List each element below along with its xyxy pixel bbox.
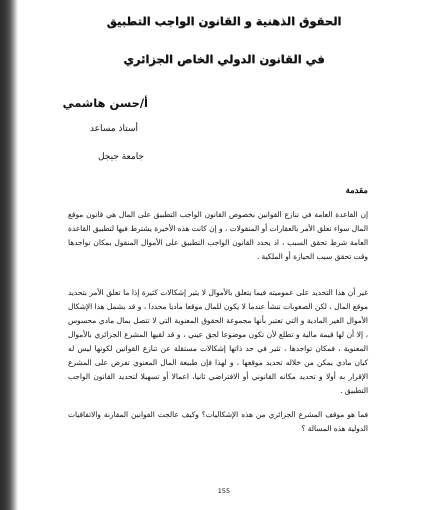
- page-shadow-edge: [0, 0, 18, 510]
- author-university: جامعة جيجل: [97, 152, 144, 162]
- author-rank: أستاذ مساعد: [89, 124, 138, 134]
- paragraph-2: غير أن هذا التحديد على عموميته فيما يتعلق بالأموال لا يثير إشكالات كثيرة إذا ما تعلق الأمر بتحديد موقع المال ، لكن الصعوبات تنشأ عندما لا يكون للمال موقعا ماديا محددا ، و قد يشمل هذا الإشكال الأموال الغير المادية و التي تعتبر بأنها مجموعة الحقوق المعنوية التي لا تتصل بمال مادي محسوس ، إلا أن لها قيمة مالية و تطلع لأن تكون موضوعا لحق عيني ، و قد لقيها المشرع الجزائري بالأموال المعنوية ، فمكان تواجدها ، تثير في حد ذاتها إشكالات مستقلة عن تنازع القوانين لكونها ليس له كيان مادي يمكن من خلاله تحديد موقعها ، و لهذا فإن طبيعة المال المعنوي تفرض على المشرع الإقرار به أولا و تحديد مكانه القانوني أو الافتراضي ثانيا، اعمالا أو تسهيلا لتحديد القانون الواجب التطبيق .: [68, 288, 368, 395]
- paragraph-1: إن القاعدة العامة في تنازع القوانين بخصوص القانون الواجب التطبيق على المال هي قانون موقع المال سواء تعلق الأمر بالعقارات أو المنقولات ، و إن كانت هذه الأخيرة يشترط فيها لتطبيق القاعدة العامة شرط تحقق السبب ، اذ يحدد القانون الواجب التطبيق على الأموال المنقول بمكان تواجدها وقت تحقق سبب الحيازة أو الملكية .: [68, 210, 368, 261]
- article-title-line-1: الحقوق الذهنية و القانون الواجب التطبيق: [106, 14, 342, 28]
- page-number: 155: [217, 487, 231, 495]
- document-page: [18, 0, 430, 510]
- section-heading: مقدمة: [345, 186, 368, 196]
- paragraph-3: فما هو موقف المشرع الجزائري من هذه الإشكاليات؟ وكيف عالجت القوانين المقارنة والاتفاقيات الدولية هذه المسالة ؟: [68, 410, 368, 433]
- article-title-line-2: في القانون الدولي الخاص الجزائري: [123, 52, 325, 66]
- author-name: أ/حسن هاشمي: [62, 96, 148, 110]
